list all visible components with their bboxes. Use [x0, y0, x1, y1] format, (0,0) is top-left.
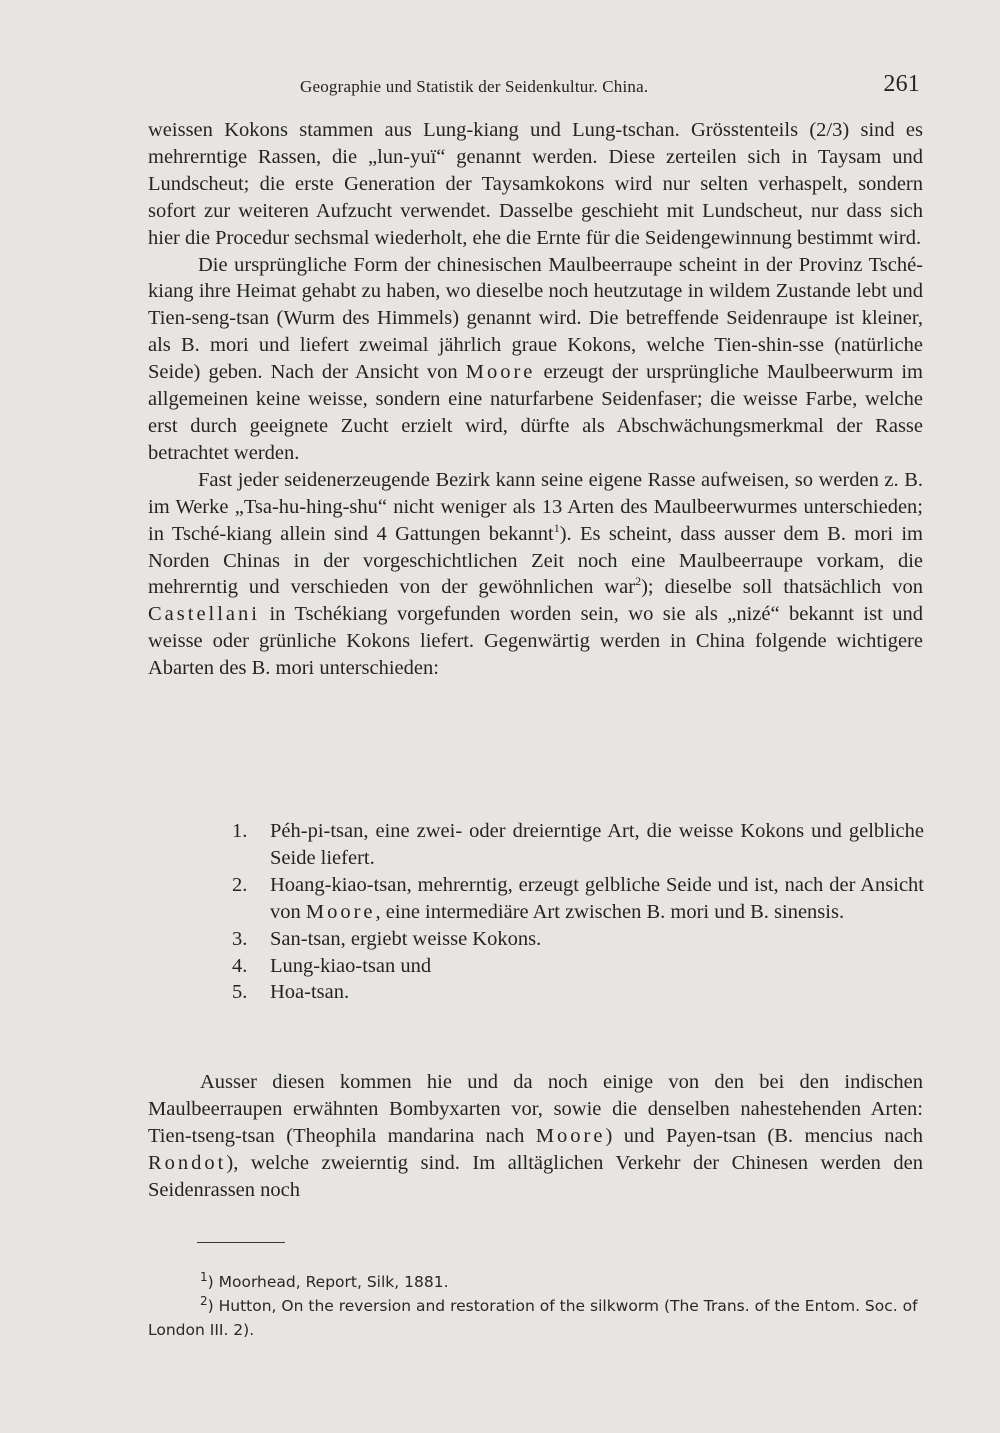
list-item-number: 4. [232, 954, 248, 977]
list-item-text: Hoang-kiao-tsan, mehrerntig, erzeugt gelbliche Seide und ist, nach der Ansicht von [270, 873, 924, 923]
main-text [148, 117, 923, 682]
list-item [232, 818, 924, 872]
paragraph-1 [148, 117, 923, 252]
list-item-text: Lung-kiao-tsan und [270, 954, 432, 977]
footnote-2-text: ) Hutton, On the reversion and restoration of the silkworm (The Trans. of the Entom. Soc. of London III. 2). [148, 1297, 918, 1339]
page-number: 261 [883, 71, 920, 97]
list-item-number: 5. [232, 981, 248, 1004]
author-name-moore: Moore [305, 900, 376, 923]
list-item-text: Hoa-tsan. [270, 981, 350, 1004]
paragraph-3 [148, 467, 923, 682]
footnote-1-mark: 1 [200, 1269, 208, 1284]
list-item-text: San-tsan, ergiebt weisse Kokons. [270, 927, 542, 950]
paragraph-2-text-b: erzeugt der ursprüngliche Maulbeerwurm im allgemeinen keine weisse, sondern eine naturfarbene Seidenfaser; die weisse Farbe, welche erst durch geeignete Zucht erzielt wird, dürfte als Abschwächungsmerkmal der Rasse betrachtet werden. [148, 361, 924, 464]
running-title: Geographie und Statistik der Seidenkultur. China. [300, 77, 649, 96]
list-item [232, 926, 924, 953]
closing-text [148, 1069, 923, 1204]
list-item-text-continued: , eine intermediäre Art zwischen B. mori und B. sinensis. [375, 900, 845, 923]
list-item-number: 3. [232, 927, 248, 950]
paragraph-2 [148, 252, 923, 467]
list-item [232, 979, 924, 1006]
paragraph-3-text-a: Fast jeder seidenerzeugende Bezirk kann seine eigene Rasse aufweisen, so werden z. B. im Werke „Tsa-hu-hing-shu“ nicht weniger als 13 Arten des Maulbeerwurmes unterschieden; in Tsché-kiang allein sind 4 Gattungen bekannt [148, 468, 923, 545]
list-item [232, 953, 924, 980]
list-item-text: Péh-pi-tsan, eine zwei- oder dreierntige Art, die weisse Kokons und gelbliche Seide liefert. [270, 820, 924, 869]
author-name-rondot: Rondot [148, 1151, 227, 1174]
paragraph-1-text: weissen Kokons stammen aus Lung-kiang und Lung-tschan. Grösstenteils (2/3) sind es mehrerntige Rassen, die „lun-yuï“ genannt werden. Diese zerteilen sich in Taysam und Lundscheut; die erste Generation der Taysamkokons wird nur selten verhaspelt, sondern sofort zur weiteren Aufzucht verwendet. Dasselbe geschieht mit Lundscheut, nur dass sich hier die Procedur sechsmal wiederholt, ehe die Ernte für die Seidengewinnung bestimmt wird. [148, 119, 923, 249]
footnote-1-text: ) Moorhead, Report, Silk, 1881. [207, 1273, 449, 1291]
footnote-ref-1: 1 [553, 520, 560, 535]
list-item-number: 2. [232, 873, 248, 896]
footnote-ref-2: 2 [635, 574, 642, 589]
running-header [300, 71, 920, 101]
author-name-moore: Moore [465, 361, 536, 384]
paragraph-4-text-c: ), welche zweierntig sind. Im alltäglichen Verkehr der Chinesen werden den Seidenrassen noch [148, 1151, 923, 1201]
footnote-2 [148, 1294, 928, 1342]
varieties-list [232, 818, 924, 1006]
footnote-2-mark: 2 [200, 1293, 208, 1308]
footnote-divider [197, 1242, 285, 1243]
paragraph-4-text-b: ) und Payen-tsan (B. mencius nach [605, 1124, 923, 1147]
paragraph-3-text-c: ); dieselbe soll thatsächlich von [641, 576, 923, 599]
paragraph-4 [148, 1069, 923, 1204]
paragraph-3-text-b: ). Es scheint, dass ausser dem B. mori im Norden Chinas in der vorgeschichtlichen Zeit noch eine Maulbeerraupe vorkam, die mehrerntig und verschieden von der gewöhnlichen war [148, 522, 923, 599]
list-item [232, 872, 924, 926]
paragraph-3-text-d: in Tschékiang vorgefunden worden sein, wo sie als „nizé“ bekannt ist und weisse oder grünliche Kokons liefert. Gegenwärtig werden in China folgende wichtigere Abarten des B. mori unterschieden: [148, 603, 923, 680]
paragraph-2-text-a: Die ursprüngliche Form der chinesischen Maulbeerraupe scheint in der Provinz Tsché-kiang ihre Heimat gehabt zu haben, wo dieselbe noch heutzutage in wildem Zustande lebt und Tien-seng-tsan (Wurm des Himmels) genannt wird. Die betreffende Seidenraupe ist kleiner, als B. mori und liefert zweimal jährlich graue Kokons, welche Tien-shin-sse (natürliche Seide) geben. Nach der Ansicht von [148, 253, 923, 384]
footnote-1 [148, 1270, 928, 1294]
list-item-number: 1. [232, 820, 248, 842]
author-name-castellani: Castellani [148, 603, 260, 626]
author-name-moore: Moore [535, 1124, 606, 1147]
paragraph-4-text-a: Ausser diesen kommen hie und da noch einige von den bei den indischen Maulbeerraupen erwähnten Bombyxarten vor, sowie die denselben nahestehenden Arten: Tien-tseng-tsan (Theophila mandarina nach [148, 1071, 923, 1147]
footnotes [148, 1270, 928, 1342]
